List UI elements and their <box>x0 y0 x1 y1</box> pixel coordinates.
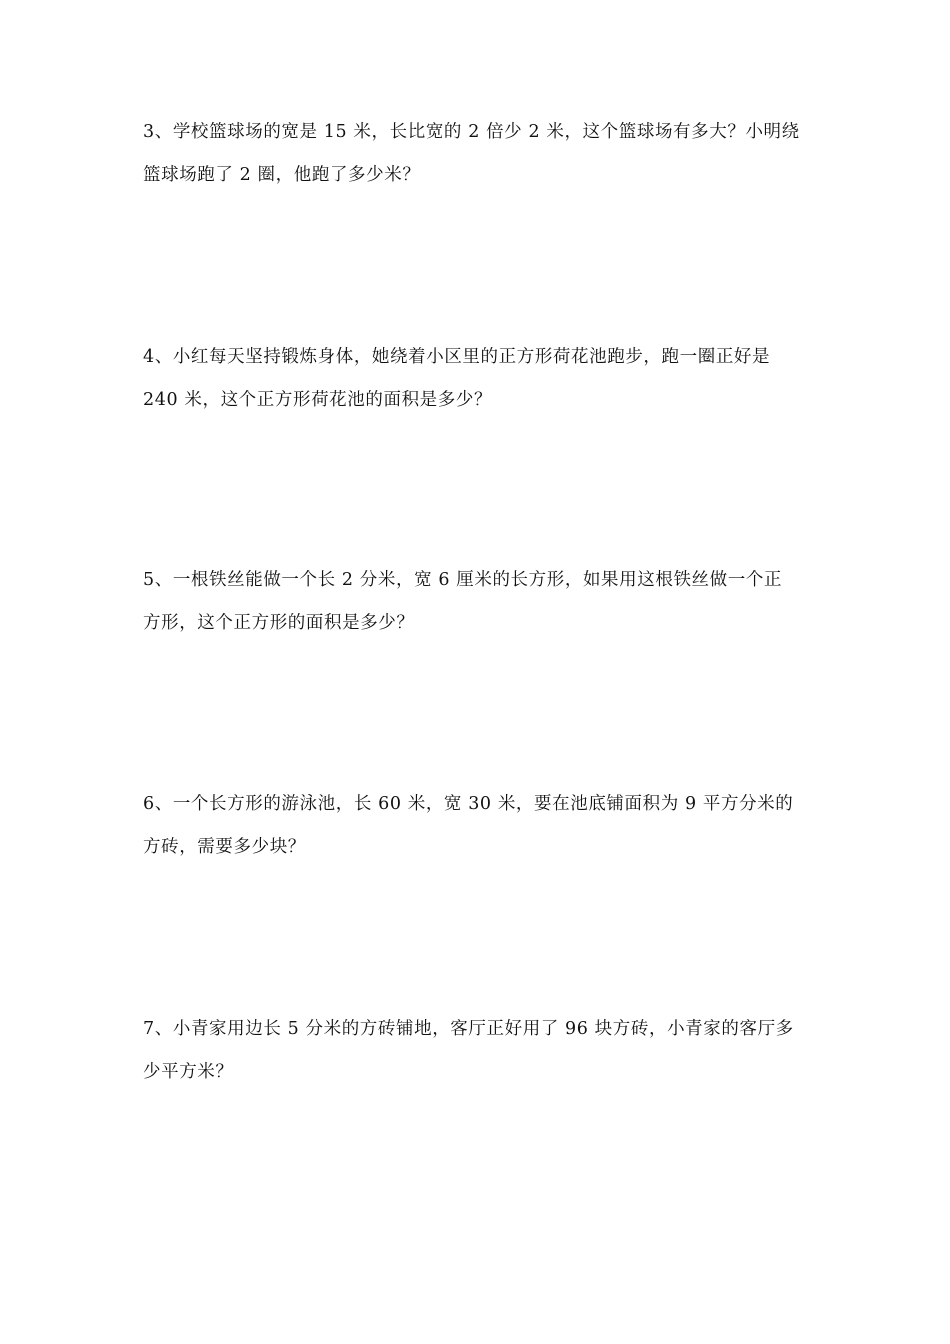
problem-5-line-2: 方形，这个正方形的面积是多少？ <box>143 613 415 633</box>
problem-3 <box>143 111 815 197</box>
problem-4-line-1: 4、小红每天坚持锻炼身体，她绕着小区里的正方形荷花池跑步，跑一圈正好是 <box>143 347 771 367</box>
problem-7-line-2: 少平方米？ <box>143 1062 234 1082</box>
problem-6 <box>143 783 815 869</box>
problem-4-line-2: 240 米，这个正方形荷花池的面积是多少？ <box>143 390 493 410</box>
problem-6-line-1: 6、一个长方形的游泳池，长 60 米，宽 30 米，要在池底铺面积为 9 平方分米的 <box>143 794 794 814</box>
problem-3-line-1: 3、学校篮球场的宽是 15 米，长比宽的 2 倍少 2 米，这个篮球场有多大？小明绕 <box>143 122 800 142</box>
problem-6-line-2: 方砖，需要多少块？ <box>143 837 306 857</box>
problem-7 <box>143 1008 815 1094</box>
problem-3-line-2: 篮球场跑了 2 圈，他跑了多少米？ <box>143 165 421 185</box>
problem-5 <box>143 559 815 645</box>
problem-7-line-1: 7、小青家用边长 5 分米的方砖铺地，客厅正好用了 96 块方砖，小青家的客厅多 <box>143 1019 794 1039</box>
problem-5-line-1: 5、一根铁丝能做一个长 2 分米，宽 6 厘米的长方形，如果用这根铁丝做一个正 <box>143 570 783 590</box>
problem-4 <box>143 336 815 422</box>
